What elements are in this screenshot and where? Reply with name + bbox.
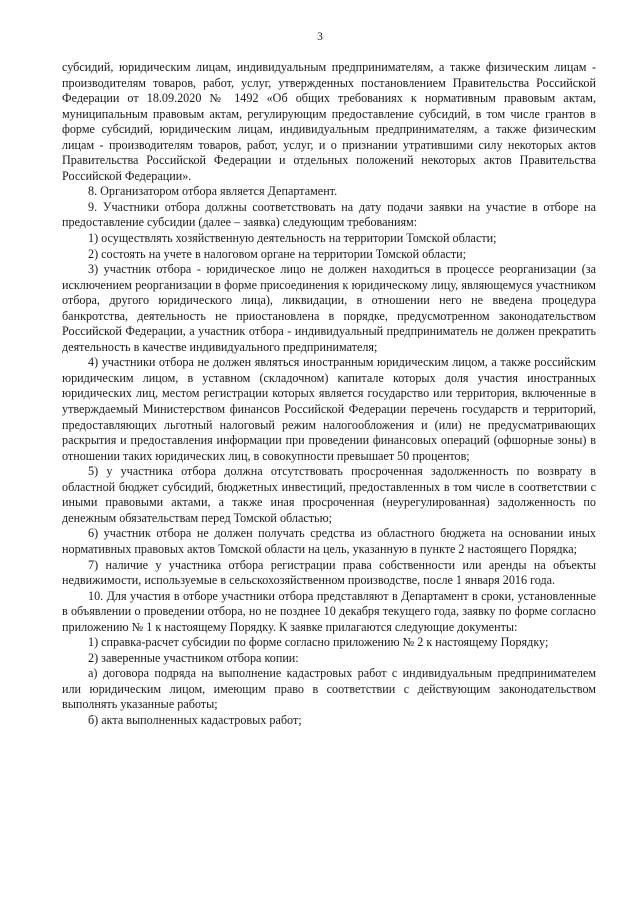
paragraph: а) договора подряда на выполнение кадастровых работ с индивидуальным предпринимателем или юридическим лицом, имеющим право в соответствии с действующим законодательством выполнять указанные работы; (62, 666, 596, 712)
paragraph: 6) участник отбора не должен получать средства из областного бюджета на основании иных нормативных правовых актов Томской области на цель, указанную в пункте 2 настоящего Порядка; (62, 526, 596, 556)
paragraph: 1) справка-расчет субсидии по форме согласно приложению № 2 к настоящему Порядку; (88, 635, 549, 650)
paragraph: 9. Участники отбора должны соответствовать на дату подачи заявки на участие в отборе на предоставление субсидии (далее – заявка) следующим требованиям: (62, 199, 596, 230)
paragraph: 10. Для участия в отборе участники отбора представляют в Департамент в сроки, установленные в объявлении о проведении отбора, но не позднее 10 декабря текущего года, заявку по форме согласно приложению № 1 к настоящему Порядку. К заявке прилагаются следующие документы: (62, 588, 596, 634)
document-body (62, 60, 596, 729)
paragraph: 1) осуществлять хозяйственную деятельность на территории Томской области; (88, 231, 497, 246)
page-number: 3 (317, 31, 323, 43)
paragraph: 4) участники отбора не должен являться иностранным юридическим лицом, а также российским юридическим лицом, в уставном (складочном) капитале которых доля участия иностранных юридических лиц, местом регистрации которых является государство или территория, включенные в утверждаемый Министерством финансов Российской Федерации перечень государств и территорий, предоставляющих льготный налоговый режим налогообложения и (или) не предусматривающих раскрытия и предоставления информации при проведении финансовых операций (офшорные зоны) в отношении таких юридических лиц, в совокупности превышает 50 процентов; (62, 355, 596, 463)
paragraph: 5) у участника отбора должна отсутствовать просроченная задолженность по возврату в областной бюджет субсидий, бюджетных инвестиций, предоставленных в том числе в соответствии с иными правовыми актами, а также иная просроченная (неурегулированная) задолженность по денежным обязательствам перед Томской областью; (62, 464, 596, 525)
paragraph: 3) участник отбора - юридическое лицо не должен находиться в процессе реорганизации (за исключением реорганизации в форме присоединения к юридическому лицу, являющемуся участником отбора, другого юридического лица), ликвидации, в отношении него не введена процедура банкротства, деятельность не приостановлена в порядке, предусмотренном законодательством Российской Федерации, а участник отбора - индивидуальный предприниматель не должен прекратить деятельность в качестве индивидуального предпринимателя; (62, 262, 596, 354)
paragraph: 2) состоять на учете в налоговом органе на территории Томской области; (88, 246, 467, 261)
paragraph: 8. Организатором отбора является Департамент. (88, 184, 338, 199)
paragraph: 7) наличие у участника отбора регистрации права собственности или аренды на объекты недвижимости, используемые в сельскохозяйственном производстве, после 1 января 2016 года. (62, 557, 596, 588)
paragraph: 2) заверенные участником отбора копии: (88, 650, 299, 665)
paragraph: б) акта выполненных кадастровых работ; (88, 712, 302, 727)
paragraph: субсидий, юридическим лицам, индивидуальным предпринимателям, а также физическим лицам - производителям товаров, работ, услуг, утвержденных постановлением Правительства Российской Федерации от 18.09.2020 № 1492 «Об общих требованиях к нормативным правовым актам, муниципальным правовым актам, регулирующим предоставление субсидий, в том числе грантов в форме субсидий, юридическим лицам, индивидуальным предпринимателям, а также физическим лицам - производителям товаров, работ, услуг, и о признании утратившими силу некоторых актов Правительства Российской Федерации и отдельных положений некоторых актов Правительства Российской Федерации». (62, 60, 596, 183)
